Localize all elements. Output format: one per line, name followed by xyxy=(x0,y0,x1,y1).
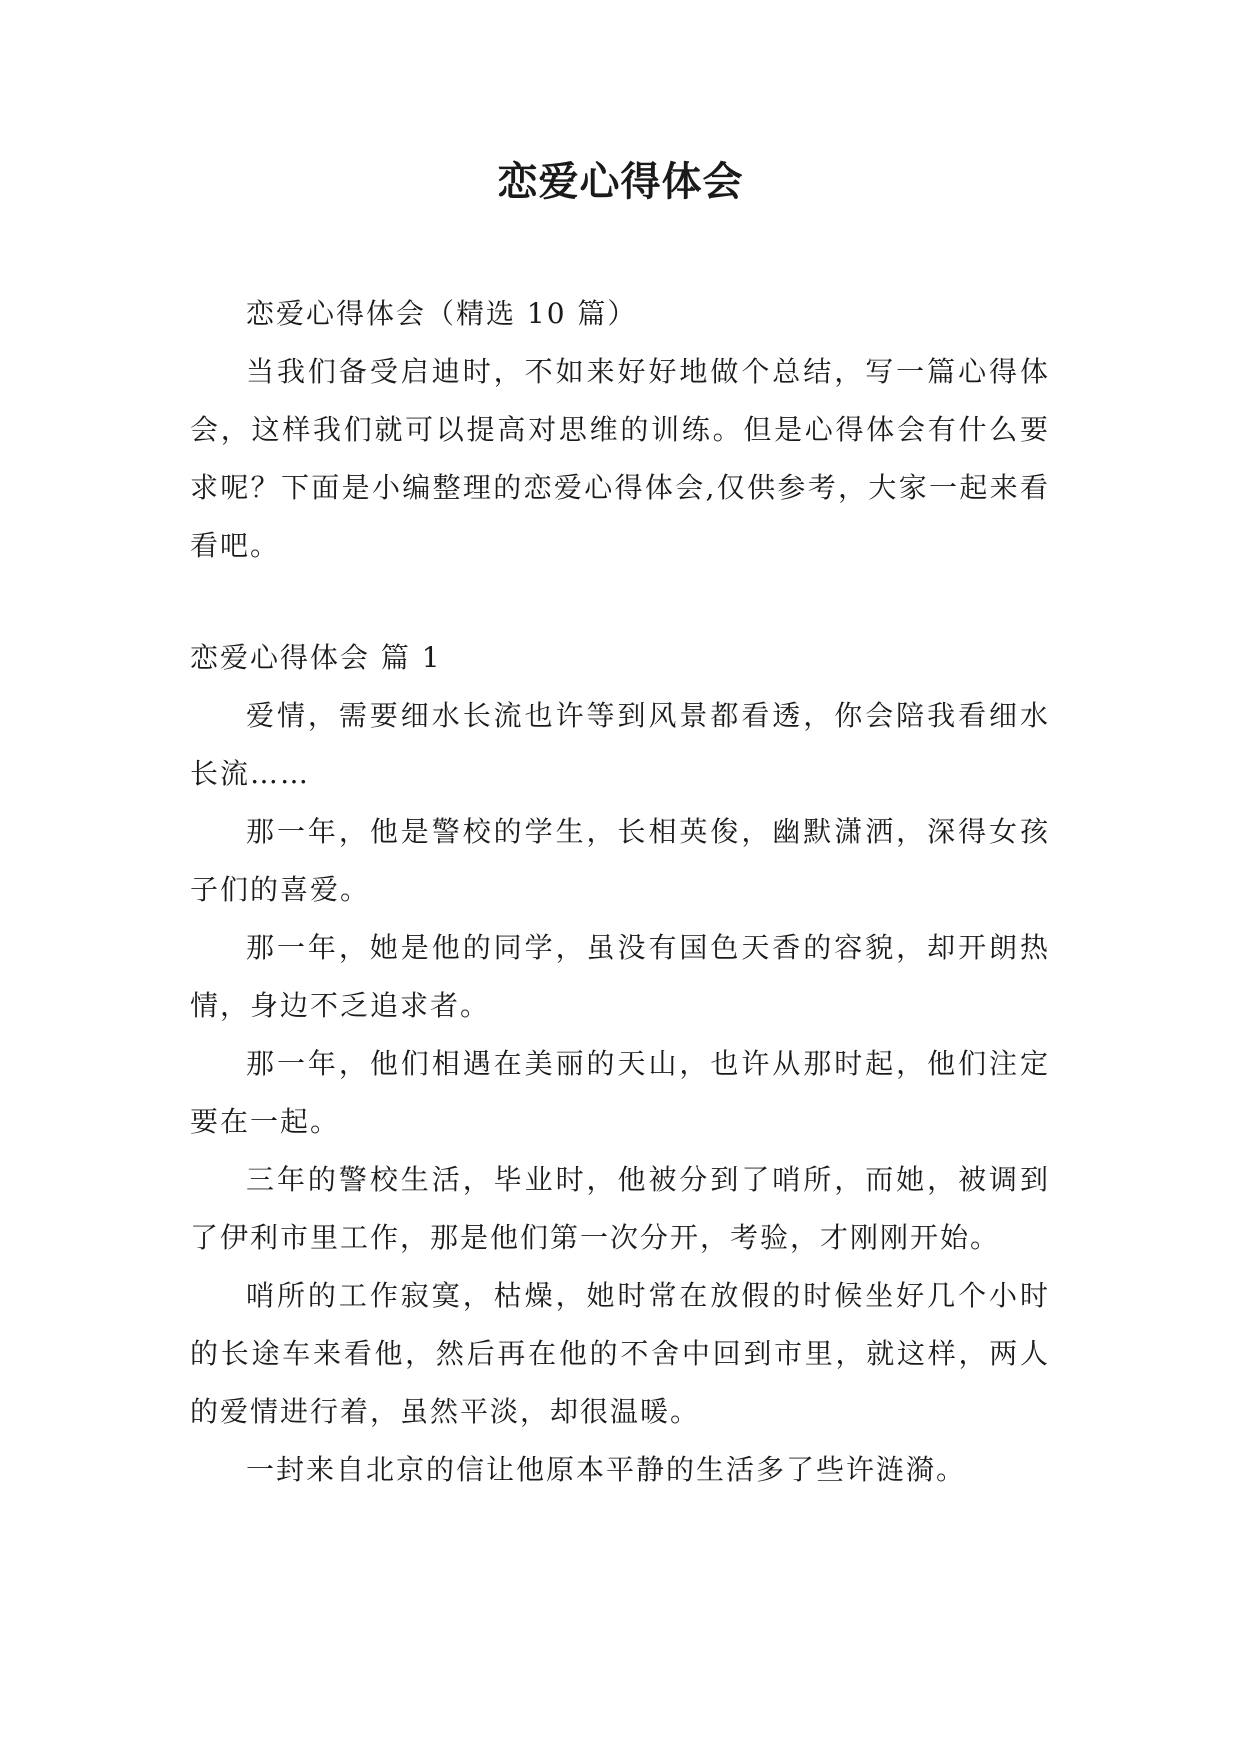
body-paragraph: 哨所的工作寂寞，枯燥，她时常在放假的时候坐好几个小时的长途车来看他，然后再在他的不舍中回到市里，就这样，两人的爱情进行着，虽然平淡，却很温暖。 xyxy=(190,1279,1050,1428)
body-paragraph: 爱情，需要细水长流也许等到风景都看透，你会陪我看细水长流…… xyxy=(190,699,1050,790)
body-paragraph: 一封来自北京的信让他原本平静的生活多了些许涟漪。 xyxy=(246,1453,967,1486)
body-paragraph: 那一年，他是警校的学生，长相英俊，幽默潇洒，深得女孩子们的喜爱。 xyxy=(190,815,1050,906)
intro-paragraph: 当我们备受启迪时，不如来好好地做个总结，写一篇心得体会，这样我们就可以提高对思维的训练。但是心得体会有什么要求呢？下面是小编整理的恋爱心得体会,仅供参考，大家一起来看看吧。 xyxy=(190,355,1050,562)
document-body xyxy=(190,285,1050,1499)
section-heading: 恋爱心得体会 篇 1 xyxy=(190,641,442,674)
body-paragraph: 那一年，他们相遇在美丽的天山，也许从那时起，他们注定要在一起。 xyxy=(190,1047,1050,1138)
document-title: 恋爱心得体会 xyxy=(497,158,744,205)
document-subtitle: 恋爱心得体会（精选 10 篇） xyxy=(246,297,638,330)
body-paragraph: 那一年，她是他的同学，虽没有国色天香的容貌，却开朗热情，身边不乏追求者。 xyxy=(190,931,1050,1022)
body-paragraph: 三年的警校生活，毕业时，他被分到了哨所，而她，被调到了伊利市里工作，那是他们第一次分开，考验，才刚刚开始。 xyxy=(190,1163,1050,1254)
